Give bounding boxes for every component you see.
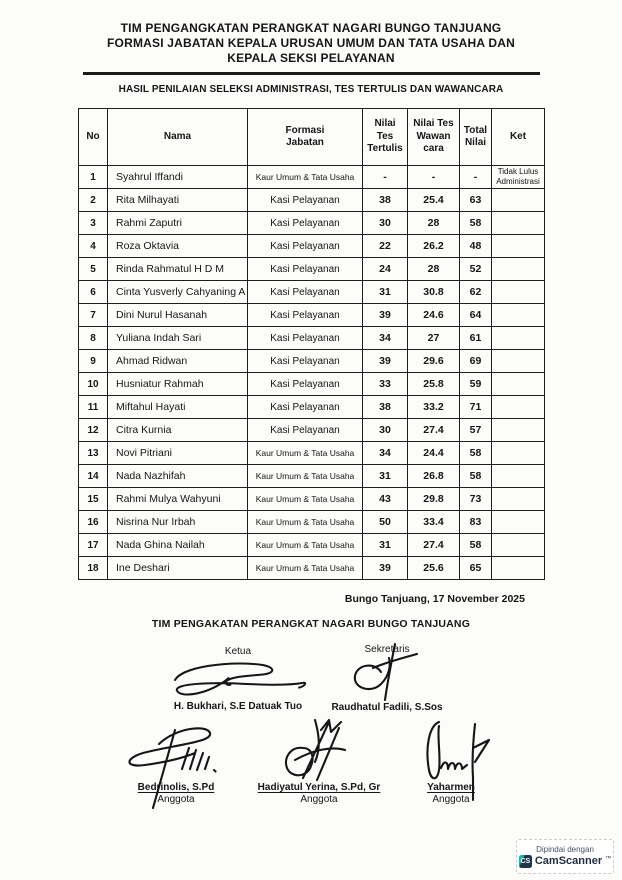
cell-name: Nada Ghina Nailah <box>108 534 248 557</box>
table-row <box>79 511 545 534</box>
cell-interview: 25.8 <box>408 373 460 396</box>
cell-position: Kasi Pelayanan <box>248 350 363 373</box>
cell-total: 71 <box>460 396 492 419</box>
cell-position: Kasi Pelayanan <box>248 258 363 281</box>
cell-note <box>492 189 545 212</box>
cell-interview: 25.4 <box>408 189 460 212</box>
role-label-ketua: Ketua <box>224 646 252 657</box>
cell-total: 83 <box>460 511 492 534</box>
cell-note: Tidak Lulus Administrasi <box>492 166 545 189</box>
cell-no: 11 <box>79 396 108 419</box>
title-line-3: KEPALA SEKSI PELAYANAN <box>227 51 395 65</box>
cell-interview: 27 <box>408 327 460 350</box>
cell-written: 24 <box>363 258 408 281</box>
cell-interview: - <box>408 166 460 189</box>
cell-no: 16 <box>79 511 108 534</box>
cell-total: 58 <box>460 442 492 465</box>
column-header-nilai-tes-wawancara: Nilai Tes Wawan cara <box>408 109 460 166</box>
table-row <box>79 534 545 557</box>
table-row <box>79 350 545 373</box>
cell-name: Yuliana Indah Sari <box>108 327 248 350</box>
signatory-name-sekretaris: Raudhatul Fadili, S.Sos <box>331 702 443 713</box>
cell-interview: 27.4 <box>408 419 460 442</box>
signature-block-anggota-3 <box>390 718 512 806</box>
cell-total: 48 <box>460 235 492 258</box>
cell-no: 13 <box>79 442 108 465</box>
column-header-nama: Nama <box>108 109 248 166</box>
table-row <box>79 258 545 281</box>
document-subtitle: HASIL PENILAIAN SELEKSI ADMINISTRASI, TES TERTULIS DAN WAWANCARA <box>118 84 504 95</box>
cell-interview: 30.8 <box>408 281 460 304</box>
cell-name: Rinda Rahmatul H D M <box>108 258 248 281</box>
table-row <box>79 373 545 396</box>
cell-name: Rita Milhayati <box>108 189 248 212</box>
cell-note <box>492 281 545 304</box>
camscanner-logo-icon: CS <box>519 855 532 868</box>
cell-total: 58 <box>460 534 492 557</box>
table-header-row <box>79 109 545 166</box>
cell-interview: 33.2 <box>408 396 460 419</box>
cell-position: Kasi Pelayanan <box>248 235 363 258</box>
cell-written: 38 <box>363 396 408 419</box>
cell-name: Cinta Yusverly Cahyaning A <box>108 281 248 304</box>
cell-name: Novi Pitriani <box>108 442 248 465</box>
cell-name: Dini Nurul Hasanah <box>108 304 248 327</box>
table-row <box>79 281 545 304</box>
camscanner-app-name: CamScanner <box>534 855 603 867</box>
cell-written: 38 <box>363 189 408 212</box>
cell-name: Roza Oktavia <box>108 235 248 258</box>
table-row <box>79 327 545 350</box>
cell-position: Kaur Umum & Tata Usaha <box>248 557 363 580</box>
cell-interview: 26.8 <box>408 465 460 488</box>
cell-total: 57 <box>460 419 492 442</box>
cell-interview: 29.8 <box>408 488 460 511</box>
cell-no: 8 <box>79 327 108 350</box>
cell-no: 12 <box>79 419 108 442</box>
signatory-name-anggota-1: Bedrinolis, S.Pd <box>137 782 215 793</box>
signatory-name-ketua: H. Bukhari, S.E Datuak Tuo <box>173 701 303 712</box>
cell-total: 64 <box>460 304 492 327</box>
cell-no: 2 <box>79 189 108 212</box>
title-line-2: FORMASI JABATAN KEPALA URUSAN UMUM DAN TATA USAHA DAN <box>107 36 515 50</box>
cell-note <box>492 557 545 580</box>
cell-name: Rahmi Zaputri <box>108 212 248 235</box>
cell-note <box>492 373 545 396</box>
cell-total: 65 <box>460 557 492 580</box>
cell-written: 31 <box>363 534 408 557</box>
table-row <box>79 189 545 212</box>
cell-note <box>492 419 545 442</box>
cell-written: 39 <box>363 557 408 580</box>
table-row <box>79 557 545 580</box>
cell-position: Kasi Pelayanan <box>248 373 363 396</box>
cell-total: 63 <box>460 189 492 212</box>
cell-no: 3 <box>79 212 108 235</box>
cell-position: Kasi Pelayanan <box>248 212 363 235</box>
results-table <box>78 108 545 580</box>
cell-total: 58 <box>460 465 492 488</box>
document-title <box>0 21 622 66</box>
cell-total: 52 <box>460 258 492 281</box>
column-header-ket: Ket <box>492 109 545 166</box>
cell-note <box>492 350 545 373</box>
trademark-mark: ™ <box>605 856 612 862</box>
cell-written: 39 <box>363 304 408 327</box>
cell-written: 43 <box>363 488 408 511</box>
cell-note <box>492 396 545 419</box>
table-row <box>79 304 545 327</box>
cell-no: 5 <box>79 258 108 281</box>
cell-position: Kasi Pelayanan <box>248 304 363 327</box>
cell-position: Kaur Umum & Tata Usaha <box>248 488 363 511</box>
signing-team-heading: TIM PENGAKATAN PERANGKAT NAGARI BUNGO TANJUANG <box>151 618 471 630</box>
cell-interview: 28 <box>408 212 460 235</box>
cell-interview: 24.4 <box>408 442 460 465</box>
table-row <box>79 235 545 258</box>
cell-note <box>492 465 545 488</box>
cell-note <box>492 488 545 511</box>
cell-name: Nada Nazhifah <box>108 465 248 488</box>
cell-written: 33 <box>363 373 408 396</box>
camscanner-badge <box>516 839 614 874</box>
table-row <box>79 488 545 511</box>
table-row <box>79 419 545 442</box>
cell-position: Kasi Pelayanan <box>248 419 363 442</box>
cell-name: Ine Deshari <box>108 557 248 580</box>
cell-name: Citra Kurnia <box>108 419 248 442</box>
cell-no: 6 <box>79 281 108 304</box>
cell-no: 4 <box>79 235 108 258</box>
cell-written: 39 <box>363 350 408 373</box>
signatory-name-anggota-2: Hadiyatul Yerina, S.Pd, Gr <box>257 782 381 793</box>
role-label-anggota-3: Anggota <box>432 794 470 805</box>
cell-interview: 29.6 <box>408 350 460 373</box>
cell-position: Kaur Umum & Tata Usaha <box>248 166 363 189</box>
signature-area <box>0 640 622 832</box>
role-label-anggota-2: Anggota <box>300 794 338 805</box>
cell-note <box>492 511 545 534</box>
cell-name: Miftahul Hayati <box>108 396 248 419</box>
cell-no: 1 <box>79 166 108 189</box>
signature-block-anggota-2 <box>240 718 398 806</box>
cell-total: 59 <box>460 373 492 396</box>
cell-no: 17 <box>79 534 108 557</box>
cell-name: Husniatur Rahmah <box>108 373 248 396</box>
cell-written: 34 <box>363 327 408 350</box>
anggota2-signature-ink <box>269 718 369 784</box>
role-label-sekretaris: Sekretaris <box>364 644 410 655</box>
cell-no: 15 <box>79 488 108 511</box>
signature-block-sekretaris <box>292 644 482 714</box>
cell-position: Kaur Umum & Tata Usaha <box>248 465 363 488</box>
cell-total: - <box>460 166 492 189</box>
cell-note <box>492 235 545 258</box>
cell-interview: 24.6 <box>408 304 460 327</box>
title-line-1: TIM PENGANGKATAN PERANGKAT NAGARI BUNGO TANJUANG <box>120 21 502 35</box>
table-row <box>79 442 545 465</box>
cell-total: 61 <box>460 327 492 350</box>
cell-total: 69 <box>460 350 492 373</box>
table-row <box>79 212 545 235</box>
cell-interview: 33.4 <box>408 511 460 534</box>
cell-name: Ahmad Ridwan <box>108 350 248 373</box>
cell-note <box>492 212 545 235</box>
cell-written: 30 <box>363 212 408 235</box>
cell-interview: 27.4 <box>408 534 460 557</box>
cell-no: 10 <box>79 373 108 396</box>
cell-position: Kaur Umum & Tata Usaha <box>248 511 363 534</box>
table-row <box>79 166 545 189</box>
title-divider-rule <box>83 72 540 75</box>
cell-written: - <box>363 166 408 189</box>
table-row <box>79 465 545 488</box>
cell-total: 58 <box>460 212 492 235</box>
cell-interview: 28 <box>408 258 460 281</box>
table-row <box>79 396 545 419</box>
signatory-name-anggota-3: Yaharmen <box>427 782 475 793</box>
cell-position: Kasi Pelayanan <box>248 281 363 304</box>
cell-written: 31 <box>363 281 408 304</box>
cell-position: Kasi Pelayanan <box>248 396 363 419</box>
column-header-total-nilai: Total Nilai <box>460 109 492 166</box>
cell-note <box>492 442 545 465</box>
cell-position: Kaur Umum & Tata Usaha <box>248 534 363 557</box>
cell-written: 30 <box>363 419 408 442</box>
cell-no: 14 <box>79 465 108 488</box>
column-header-no: No <box>79 109 108 166</box>
cell-name: Nisrina Nur Irbah <box>108 511 248 534</box>
cell-written: 31 <box>363 465 408 488</box>
cell-note <box>492 327 545 350</box>
date-place-line: Bungo Tanjuang, 17 November 2025 <box>344 593 525 605</box>
cell-no: 9 <box>79 350 108 373</box>
cell-note <box>492 258 545 281</box>
cell-total: 62 <box>460 281 492 304</box>
cell-note <box>492 304 545 327</box>
scanned-with-label: Dipindai dengan <box>536 845 594 854</box>
cell-written: 50 <box>363 511 408 534</box>
cell-position: Kasi Pelayanan <box>248 189 363 212</box>
cell-note <box>492 534 545 557</box>
signature-block-anggota-1 <box>100 718 252 806</box>
cell-no: 7 <box>79 304 108 327</box>
cell-written: 34 <box>363 442 408 465</box>
cell-position: Kaur Umum & Tata Usaha <box>248 442 363 465</box>
cell-interview: 26.2 <box>408 235 460 258</box>
column-header-formasi-jabatan: Formasi Jabatan <box>248 109 363 166</box>
column-header-nilai-tes-tertulis: Nilai Tes Tertulis <box>363 109 408 166</box>
cell-position: Kasi Pelayanan <box>248 327 363 350</box>
cell-name: Syahrul Iffandi <box>108 166 248 189</box>
cell-no: 18 <box>79 557 108 580</box>
cell-total: 73 <box>460 488 492 511</box>
cell-name: Rahmi Mulya Wahyuni <box>108 488 248 511</box>
role-label-anggota-1: Anggota <box>157 794 195 805</box>
cell-written: 22 <box>363 235 408 258</box>
cell-interview: 25.6 <box>408 557 460 580</box>
